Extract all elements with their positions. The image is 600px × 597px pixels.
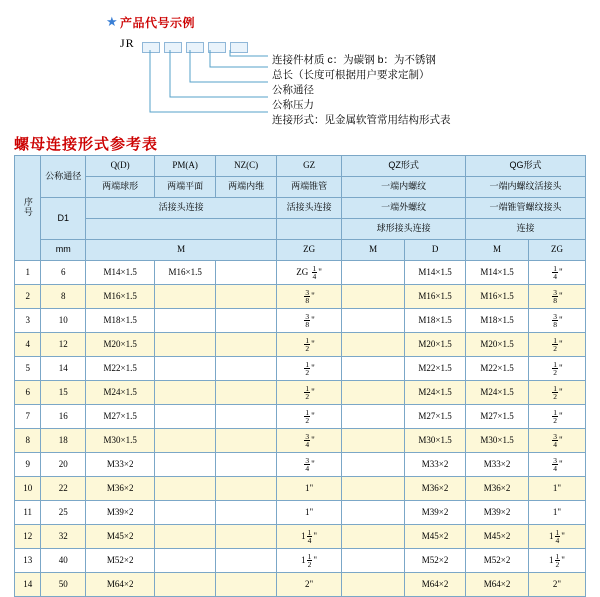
cell-qg-m: M52×2 (466, 549, 529, 573)
header-row-shape (15, 177, 586, 198)
table-title: 螺母连接形式参考表 (14, 136, 159, 153)
cell-q: M64×2 (86, 573, 155, 597)
header-unit-qz-d: D (405, 240, 466, 261)
cell-qg-m: M39×2 (466, 501, 529, 525)
table-row (15, 357, 586, 381)
cell-nz (216, 333, 277, 357)
cell-dn: 14 (41, 357, 86, 381)
cell-qg-m: M18×1.5 (466, 309, 529, 333)
cell-pm (155, 453, 216, 477)
cell-qg-m: M33×2 (466, 453, 529, 477)
cell-index: 3 (15, 309, 41, 333)
legend-item-4: 公称压力 (272, 99, 314, 111)
cell-q: M27×1.5 (86, 405, 155, 429)
cell-dn: 6 (41, 261, 86, 285)
table-row (15, 333, 586, 357)
cell-qz-d: M20×1.5 (405, 333, 466, 357)
cell-qz-m (342, 333, 405, 357)
header-unit-qg-m: M (466, 240, 529, 261)
table-row (15, 573, 586, 597)
cell-qg-m: M20×1.5 (466, 333, 529, 357)
cell-qg-zg: 2" (529, 573, 586, 597)
header-shape-nz: 两端内维 (216, 177, 277, 198)
header-shape-gz: 两端锥管 (277, 177, 342, 198)
header-index: 序号 (15, 156, 41, 261)
cell-qg-zg: $\frac{1}{4}$ " (529, 261, 586, 285)
cell-qz-d: M24×1.5 (405, 381, 466, 405)
header-conn2-gz (277, 219, 342, 240)
cell-nz (216, 405, 277, 429)
cell-dn: 40 (41, 549, 86, 573)
header-unit-zg: ZG (277, 240, 342, 261)
cell-index: 6 (15, 381, 41, 405)
cell-qg-zg: $\frac{3}{4}$ " (529, 453, 586, 477)
cell-nz (216, 381, 277, 405)
cell-qg-zg: $\frac{1}{2}$ " (529, 405, 586, 429)
header-group-nz: NZ(C) (216, 156, 277, 177)
header-group-qz: QZ形式 (342, 156, 466, 177)
cell-gz: $\frac{3}{4}$ " (277, 429, 342, 453)
cell-qg-m: M24×1.5 (466, 381, 529, 405)
cell-dn: 15 (41, 381, 86, 405)
cell-nz (216, 309, 277, 333)
header-unit-qz-m: M (342, 240, 405, 261)
header-row-conn (15, 198, 586, 219)
cell-qg-zg: $\frac{1}{2}$ " (529, 357, 586, 381)
header-group-pm: PM(A) (155, 156, 216, 177)
cell-pm (155, 333, 216, 357)
product-code-diagram (0, 0, 600, 128)
cell-pm (155, 429, 216, 453)
header-row-groups (15, 156, 586, 177)
cell-index: 12 (15, 525, 41, 549)
cell-dn: 22 (41, 477, 86, 501)
cell-dn: 16 (41, 405, 86, 429)
cell-q: M16×1.5 (86, 285, 155, 309)
header-shape-qz: 一端内螺纹 (342, 177, 466, 198)
table-row (15, 285, 586, 309)
cell-gz: 1 $\frac{1}{2}$ " (277, 549, 342, 573)
cell-pm (155, 501, 216, 525)
cell-gz: $\frac{1}{2}$ " (277, 405, 342, 429)
cell-qg-m: M30×1.5 (466, 429, 529, 453)
cell-index: 2 (15, 285, 41, 309)
star-icon: ★ (106, 14, 118, 29)
table-row (15, 525, 586, 549)
cell-index: 5 (15, 357, 41, 381)
cell-qz-m (342, 381, 405, 405)
cell-qg-m: M36×2 (466, 477, 529, 501)
cell-qz-d: M52×2 (405, 549, 466, 573)
cell-qg-zg: $\frac{3}{4}$ " (529, 429, 586, 453)
cell-index: 10 (15, 477, 41, 501)
cell-pm (155, 357, 216, 381)
cell-index: 14 (15, 573, 41, 597)
cell-nz (216, 261, 277, 285)
cell-qz-m (342, 477, 405, 501)
cell-gz: $\frac{1}{2}$ " (277, 381, 342, 405)
cell-gz: ZG $\frac{1}{4}$ " (277, 261, 342, 285)
cell-nz (216, 549, 277, 573)
cell-q: M24×1.5 (86, 381, 155, 405)
table-row (15, 381, 586, 405)
cell-gz: $\frac{3}{8}$ " (277, 285, 342, 309)
cell-pm (155, 477, 216, 501)
cell-qg-zg: 1 $\frac{1}{4}$ " (529, 525, 586, 549)
cell-pm (155, 285, 216, 309)
cell-nz (216, 453, 277, 477)
cell-qg-m: M27×1.5 (466, 405, 529, 429)
cell-qz-m (342, 549, 405, 573)
cell-nz (216, 573, 277, 597)
cell-q: M45×2 (86, 525, 155, 549)
cell-qz-d: M33×2 (405, 453, 466, 477)
cell-qz-d: M16×1.5 (405, 285, 466, 309)
cell-nz (216, 285, 277, 309)
cell-qg-m: M22×1.5 (466, 357, 529, 381)
cell-qz-d: M14×1.5 (405, 261, 466, 285)
cell-gz: 1 $\frac{1}{4}$ " (277, 525, 342, 549)
cell-dn: 18 (41, 429, 86, 453)
table-row (15, 429, 586, 453)
table-head (15, 156, 586, 261)
cell-q: M18×1.5 (86, 309, 155, 333)
cell-q: M52×2 (86, 549, 155, 573)
cell-pm (155, 309, 216, 333)
cell-dn: 12 (41, 333, 86, 357)
header-unit-m: M (86, 240, 277, 261)
cell-qz-m (342, 285, 405, 309)
header-unit-mm: mm (41, 240, 86, 261)
cell-qz-d: M30×1.5 (405, 429, 466, 453)
cell-q: M20×1.5 (86, 333, 155, 357)
legend-item-3: 公称通径 (272, 84, 314, 96)
cell-qz-m (342, 309, 405, 333)
diagram-title: 产品代号示例 (120, 16, 196, 30)
cell-pm: M16×1.5 (155, 261, 216, 285)
cell-qg-zg: $\frac{3}{8}$ " (529, 285, 586, 309)
header-dn: 公称通径 (41, 156, 86, 198)
header-group-qg: QG形式 (466, 156, 586, 177)
cell-qz-m (342, 573, 405, 597)
cell-dn: 10 (41, 309, 86, 333)
cell-pm (155, 405, 216, 429)
cell-qg-zg: 1 $\frac{1}{2}$ " (529, 549, 586, 573)
cell-qg-zg: 1" (529, 501, 586, 525)
cell-q: M22×1.5 (86, 357, 155, 381)
cell-gz: 1" (277, 477, 342, 501)
cell-qz-d: M45×2 (405, 525, 466, 549)
cell-dn: 20 (41, 453, 86, 477)
cell-pm (155, 549, 216, 573)
cell-index: 9 (15, 453, 41, 477)
header-shape-q: 两端球形 (86, 177, 155, 198)
cell-qg-m: M14×1.5 (466, 261, 529, 285)
cell-gz: 1" (277, 501, 342, 525)
cell-qz-d: M39×2 (405, 501, 466, 525)
header-group-gz: GZ (277, 156, 342, 177)
cell-index: 8 (15, 429, 41, 453)
header-conn-1: 活接头连接 (86, 198, 277, 219)
cell-pm (155, 381, 216, 405)
cell-q: M33×2 (86, 453, 155, 477)
header-d1: D1 (41, 198, 86, 240)
cell-q: M36×2 (86, 477, 155, 501)
header-conn2-blank (86, 219, 277, 240)
legend-item-5: 连接形式：见金属软管常用结构形式表 (272, 114, 451, 126)
cell-nz (216, 477, 277, 501)
cell-nz (216, 357, 277, 381)
header-row-conn2 (15, 219, 586, 240)
cell-qz-m (342, 405, 405, 429)
table-row (15, 405, 586, 429)
table-row (15, 477, 586, 501)
cell-qg-m: M64×2 (466, 573, 529, 597)
cell-qz-m (342, 501, 405, 525)
cell-qz-m (342, 357, 405, 381)
cell-index: 4 (15, 333, 41, 357)
table-row (15, 453, 586, 477)
cell-qz-m (342, 261, 405, 285)
cell-qg-zg: $\frac{3}{8}$ " (529, 309, 586, 333)
cell-dn: 8 (41, 285, 86, 309)
cell-gz: $\frac{3}{8}$ " (277, 309, 342, 333)
cell-pm (155, 525, 216, 549)
header-unit-qg-zg: ZG (529, 240, 586, 261)
cell-dn: 32 (41, 525, 86, 549)
cell-index: 13 (15, 549, 41, 573)
header-conn2-qg: 连接 (466, 219, 586, 240)
cell-q: M39×2 (86, 501, 155, 525)
table-row (15, 549, 586, 573)
table-row (15, 309, 586, 333)
header-group-q: Q(D) (86, 156, 155, 177)
cell-q: M30×1.5 (86, 429, 155, 453)
header-conn-3: 一端外螺纹 (342, 198, 466, 219)
cell-qg-zg: $\frac{1}{2}$ " (529, 381, 586, 405)
cell-qg-zg: 1" (529, 477, 586, 501)
cell-qz-d: M27×1.5 (405, 405, 466, 429)
cell-qz-d: M64×2 (405, 573, 466, 597)
cell-qz-m (342, 429, 405, 453)
header-conn-4: 一端锥管螺纹接头 (466, 198, 586, 219)
cell-qg-m: M16×1.5 (466, 285, 529, 309)
legend-item-2: 总长（长度可根据用户要求定制） (272, 69, 430, 81)
table-row (15, 501, 586, 525)
legend-item-1: 连接件材质 c：为碳钢 b：为不锈钢 (272, 54, 436, 66)
cell-q: M14×1.5 (86, 261, 155, 285)
cell-pm (155, 573, 216, 597)
cell-index: 1 (15, 261, 41, 285)
header-shape-pm: 两端平面 (155, 177, 216, 198)
table-row (15, 261, 586, 285)
cell-qz-m (342, 453, 405, 477)
cell-index: 11 (15, 501, 41, 525)
cell-qz-m (342, 525, 405, 549)
table-body (15, 261, 586, 597)
cell-gz: $\frac{1}{2}$ " (277, 357, 342, 381)
cell-gz: $\frac{3}{4}$ " (277, 453, 342, 477)
cell-qz-d: M22×1.5 (405, 357, 466, 381)
cell-dn: 50 (41, 573, 86, 597)
cell-gz: $\frac{1}{2}$ " (277, 333, 342, 357)
cell-qg-zg: $\frac{1}{2}$ " (529, 333, 586, 357)
cell-nz (216, 429, 277, 453)
header-shape-qg: 一端内螺纹活接头 (466, 177, 586, 198)
cell-qz-d: M18×1.5 (405, 309, 466, 333)
cell-qg-m: M45×2 (466, 525, 529, 549)
cell-nz (216, 501, 277, 525)
header-conn2-qz: 球形接头连接 (342, 219, 466, 240)
header-conn-2: 活接头连接 (277, 198, 342, 219)
nut-connection-table (14, 155, 586, 597)
cell-dn: 25 (41, 501, 86, 525)
cell-index: 7 (15, 405, 41, 429)
header-row-units (15, 240, 586, 261)
cell-gz: 2" (277, 573, 342, 597)
cell-nz (216, 525, 277, 549)
product-code-prefix: JR (120, 36, 135, 50)
cell-qz-d: M36×2 (405, 477, 466, 501)
